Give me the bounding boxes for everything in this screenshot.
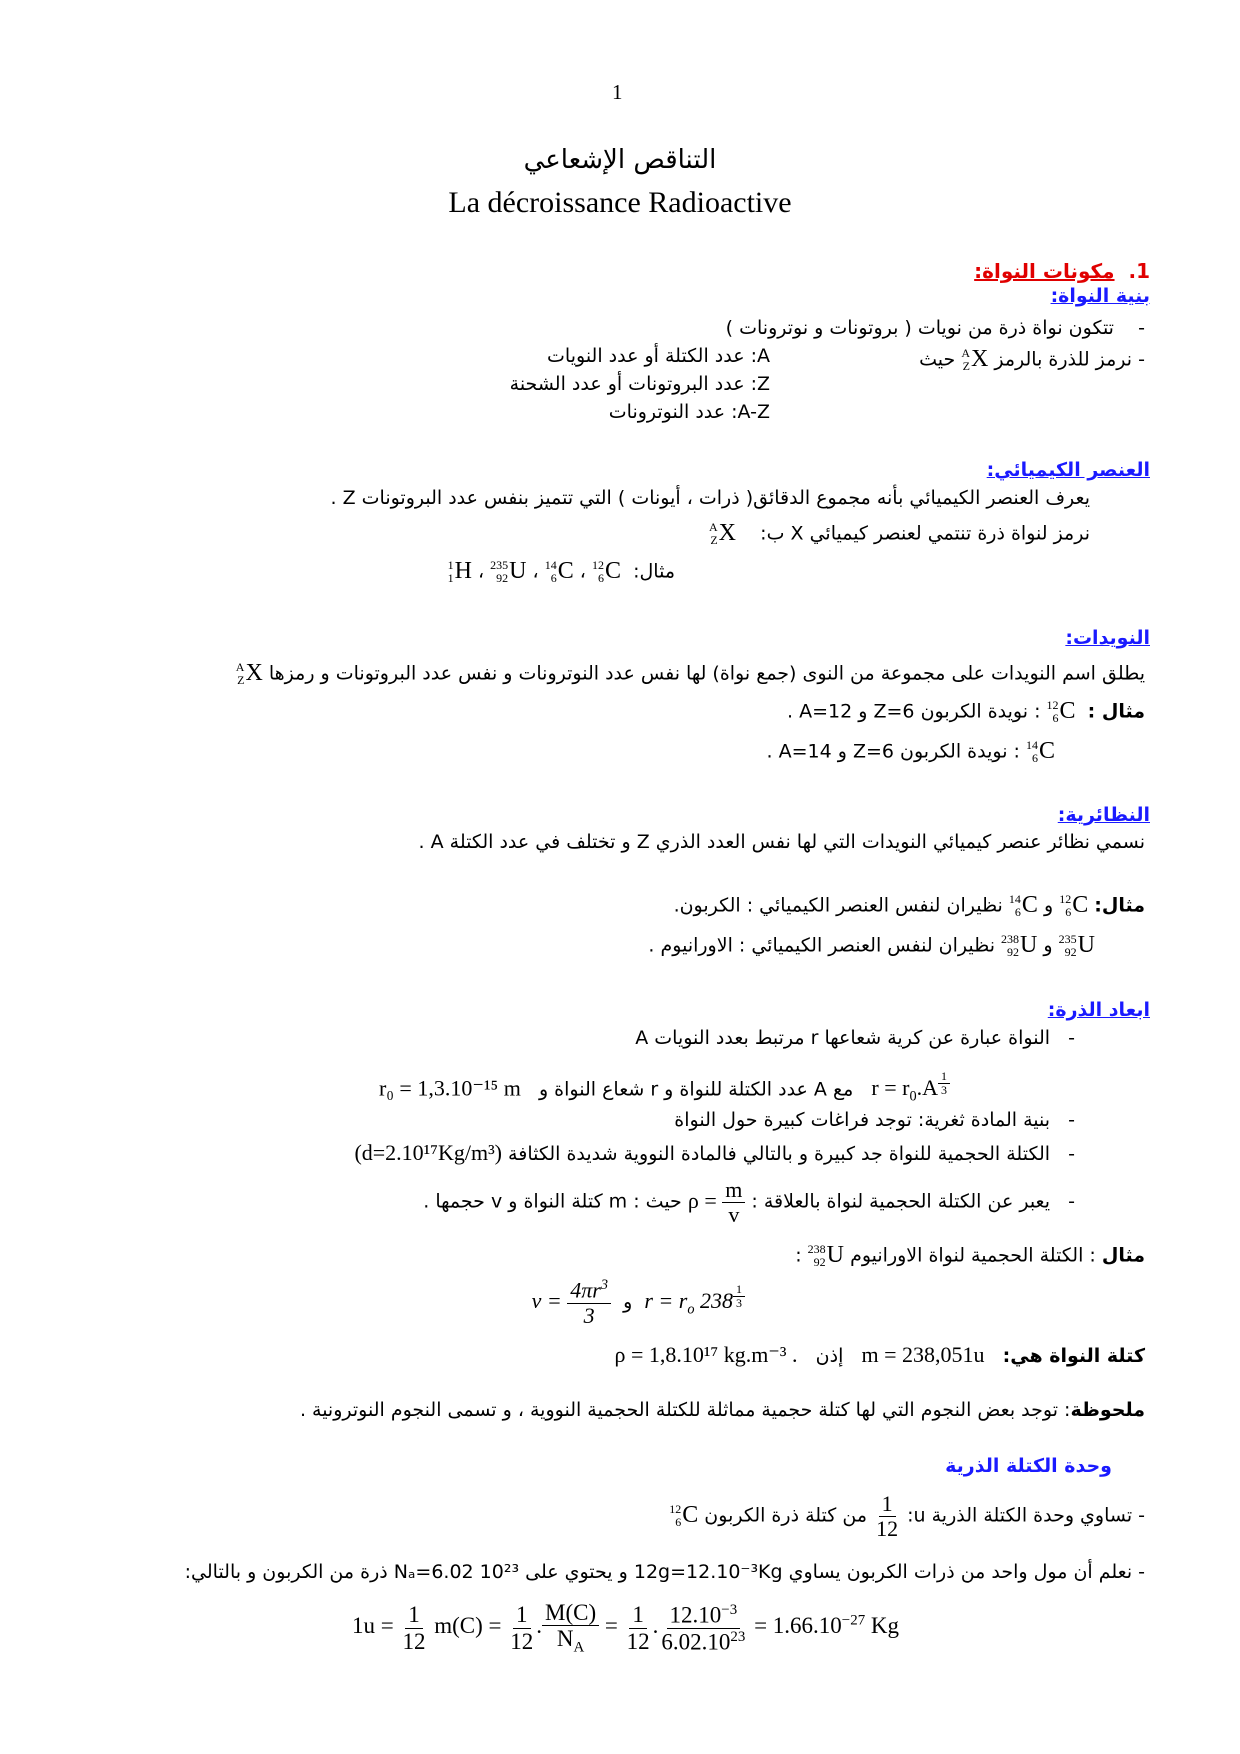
title-french: La décroissance Radioactive [448,186,792,219]
isotopes-heading: النظائرية: [1057,804,1150,826]
nuclides-line1: يطلق اسم النويدات على مجموعة من النوى (جمع نواة) لها نفس عدد النوترونات و نفس عدد البروتونات و رمزها A Z X [235,659,1145,687]
def-Z: Z: عدد البروتونات أو عدد الشحنة [509,373,770,395]
nucleus-line1: - تتكون نواة ذرة من نويات ( بروتونات و نوترونات ) [725,317,1145,339]
dimensions-example: مثال : الكتلة الحجمية لنواة الاورانيوم 238 92 U : [795,1241,1145,1269]
dimensions-b2: - بنية المادة ثغرية: توجد فراغات كبيرة حول النواة [674,1109,1075,1131]
dimensions-b3: - الكتلة الحجمية للنواة جد كبيرة و بالتالي فالمادة النووية شديدة الكثافة (d=2.10¹⁷Kg/m³) [354,1140,1075,1165]
def-A: A: عدد الكتلة أو عدد النويات [547,345,770,367]
dimensions-b1: - النواة عبارة عن كرية شعاعها r مرتبط بعدد النويات A [635,1027,1075,1049]
element-example: مثال: 12 6 C ، 14 6 C ، 235 92 U ، 1 1 H [447,557,675,585]
dimensions-heading: ابعاد الذرة: [1047,999,1150,1021]
nucleus-line2: - نرمز للذرة بالرمز A Z X حيث [919,345,1145,373]
amu-heading: وحدة الكتلة الذرية [945,1455,1112,1477]
symbol-AZX: A Z X [961,345,989,373]
page-number: 1 [612,80,623,104]
element-line1: يعرف العنصر الكيميائي بأنه مجموع الدقائق( ذرات ، أيونات ) التي تتميز بنفس عدد البروتونات Z . [330,487,1090,509]
section1-heading [974,260,1150,283]
nuclides-example1: مثال : 12 6 C : نويدة الكربون Z=6 و A=12 . [787,697,1145,725]
isotopes-line1: نسمي نظائر عنصر كيميائي النويدات التي لها نفس العدد الذري Z و تختلف في عدد الكتلة A . [418,831,1145,853]
nuclides-example2: 14 6 C : نويدة الكربون Z=6 و A=14 . [766,737,1055,765]
dimensions-radius-line: $r = r_0.A$ $^{\frac{1}{3}}$ مع A عدد الكتلة للنواة و r شعاع النواة و r₀ = 1,3.10⁻¹⁵ m [379,1070,950,1105]
dimensions-b4: - يعبر عن الكتلة الحجمية لنواة بالعلاقة : ρ = $\frac{m}{v}$ حيث : m كتلة النواة و v حجمها . [423,1177,1075,1228]
density-formula: ρ = $\frac{m}{v}$ [688,1188,746,1213]
def-A-Z: A-Z: عدد النوترونات [608,401,770,423]
amu-formula: 1u = $\frac{1}{12}$ m(C) = $\frac{1}{12}$ . $\frac{M(C)}{N_A}$ = $\frac{1}{12}$ . $\frac{12.10^{-3}}{6.02.10^{23}}$ = $1.66.10^{-27}$ Kg [352,1600,900,1656]
section1-title: مكونات النواة: [974,259,1115,283]
note-line: ملحوظة: توجد بعض النجوم التي لها كتلة حجمية مماثلة للكتلة الحجمية النووية ، و تسمى النجوم النوترونية . [299,1399,1145,1421]
element-heading: العنصر الكيميائي: [986,459,1150,481]
amu-line2: - نعلم أن مول واحد من ذرات الكربون يساوي 12g=12.10⁻³Kg و يحتوي على Nₐ=6.02 10²³ ذرة من الكربون و بالتالي: [184,1561,1145,1583]
amu-line1: - تساوي وحدة الكتلة الذرية u: $\frac{1}{12}$ من كتلة ذرة الكربون 12 6 C [669,1491,1145,1542]
isotopes-example2: 235 92 U و 238 92 U نظيران لنفس العنصر الكيميائي : الاورانيوم . [648,931,1095,959]
mass-line: كتلة النواة هي: m = 238,051u إذن ρ = 1,8.10¹⁷ kg.m⁻³ . [614,1342,1145,1367]
volume-formula-line: $r = r_o$ 238 $^{\frac{1}{3}}$ و v = $\frac{4\pi r^3}{3}$ [532,1278,745,1328]
title-arabic: التناقص الإشعاعي [523,145,717,175]
nucleus-structure-heading: بنية النواة: [1050,285,1150,307]
section1-number: 1. [1128,259,1150,283]
nuclides-heading: النويدات: [1065,627,1150,649]
element-line2: نرمز لنواة ذرة تنتمي لعنصر كيميائي X ب: A Z X [708,519,1090,547]
radius-formula: $r = r_0.A$ $^{\frac{1}{3}}$ [871,1075,950,1100]
isotopes-example1: مثال: 12 6 C و 14 6 C نظيران لنفس العنصر الكيميائي : الكربون. [673,891,1145,919]
